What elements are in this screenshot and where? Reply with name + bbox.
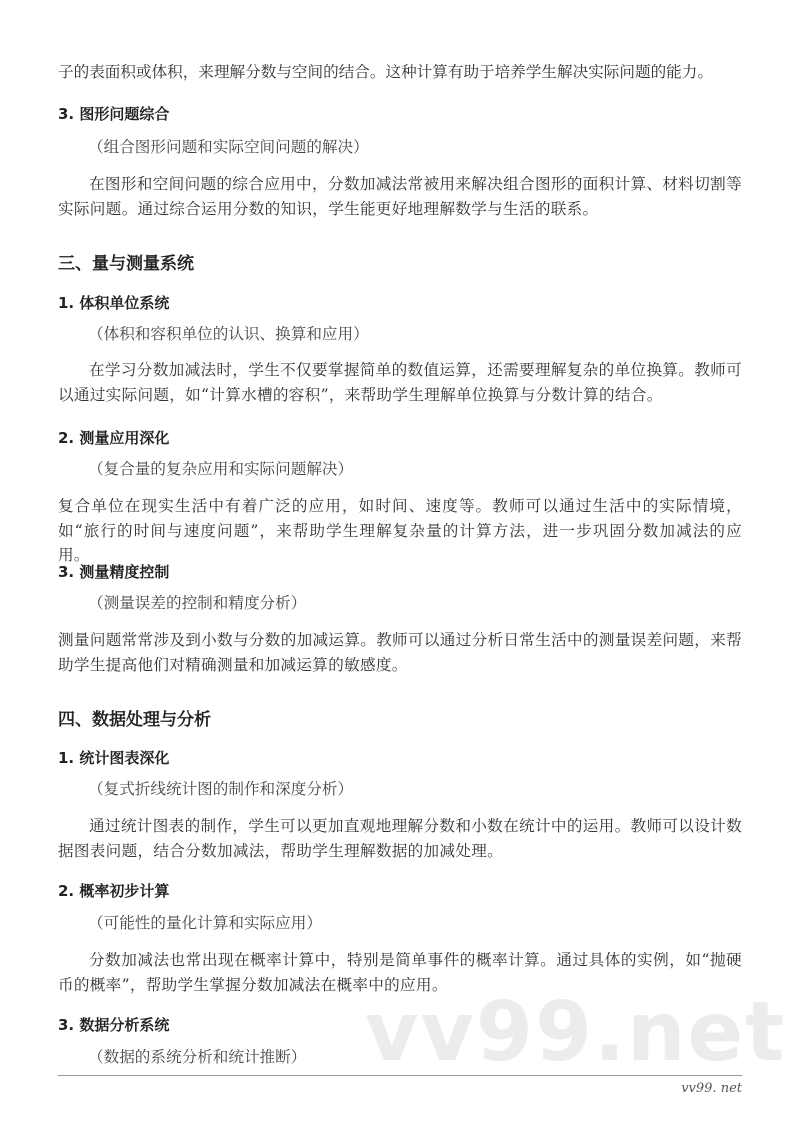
paragraph: 复合单位在现实生活中有着广泛的应用，如时间、速度等。教师可以通过生活中的实际情境，如“旅行的时间与速度问题”，来帮助学生理解复杂量的计算方法，进一步巩固分数加减法的应用。 [58, 497, 742, 564]
subsection-title: 1. 体积单位系统 [58, 294, 170, 312]
section-title: 四、数据处理与分析 [58, 710, 211, 730]
subsection-subtitle: （复合量的复杂应用和实际问题解决） [88, 460, 354, 478]
subsection-subtitle: （体积和容积单位的认识、换算和应用） [88, 325, 369, 343]
subsection-subtitle: （复式折线统计图的制作和深度分析） [88, 780, 354, 798]
subsection-subtitle: （测量误差的控制和精度分析） [88, 594, 307, 612]
subsection-title: 3. 测量精度控制 [58, 563, 170, 581]
footer-site: vv99. net [681, 1081, 742, 1096]
paragraph: 在图形和空间问题的综合应用中，分数加减法常被用来解决组合图形的面积计算、材料切割等实际问题。通过综合运用分数的知识，学生能更好地理解数学与生活的联系。 [58, 175, 742, 218]
subsection-title: 2. 概率初步计算 [58, 882, 170, 900]
subsection-subtitle: （可能性的量化计算和实际应用） [88, 914, 322, 932]
paragraph: 分数加减法也常出现在概率计算中，特别是简单事件的概率计算。通过具体的实例，如“抛硬币的概率”，帮助学生掌握分数加减法在概率中的应用。 [58, 951, 742, 994]
subsection-title: 2. 测量应用深化 [58, 429, 170, 447]
paragraph: 通过统计图表的制作，学生可以更加直观地理解分数和小数在统计中的运用。教师可以设计数据图表问题，结合分数加减法，帮助学生理解数据的加减处理。 [58, 817, 742, 860]
footer-divider [58, 1075, 742, 1076]
subsection-title: 3. 数据分析系统 [58, 1016, 170, 1034]
subsection-subtitle: （组合图形问题和实际空间问题的解决） [88, 138, 369, 156]
section-title: 三、量与测量系统 [58, 254, 194, 274]
subsection-subtitle: （数据的系统分析和统计推断） [88, 1048, 307, 1066]
watermark: vv99.net [365, 985, 787, 1080]
subsection-title: 1. 统计图表深化 [58, 749, 170, 767]
paragraph-continuation: 子的表面积或体积，来理解分数与空间的结合。这种计算有助于培养学生解决实际问题的能力。 [58, 63, 713, 81]
subsection-title: 3. 图形问题综合 [58, 105, 170, 123]
paragraph: 测量问题常常涉及到小数与分数的加减运算。教师可以通过分析日常生活中的测量误差问题，来帮助学生提高他们对精确测量和加减运算的敏感度。 [58, 631, 742, 674]
paragraph: 在学习分数加减法时，学生不仅要掌握简单的数值运算，还需要理解复杂的单位换算。教师可以通过实际问题，如“计算水槽的容积”，来帮助学生理解单位换算与分数计算的结合。 [58, 361, 742, 404]
